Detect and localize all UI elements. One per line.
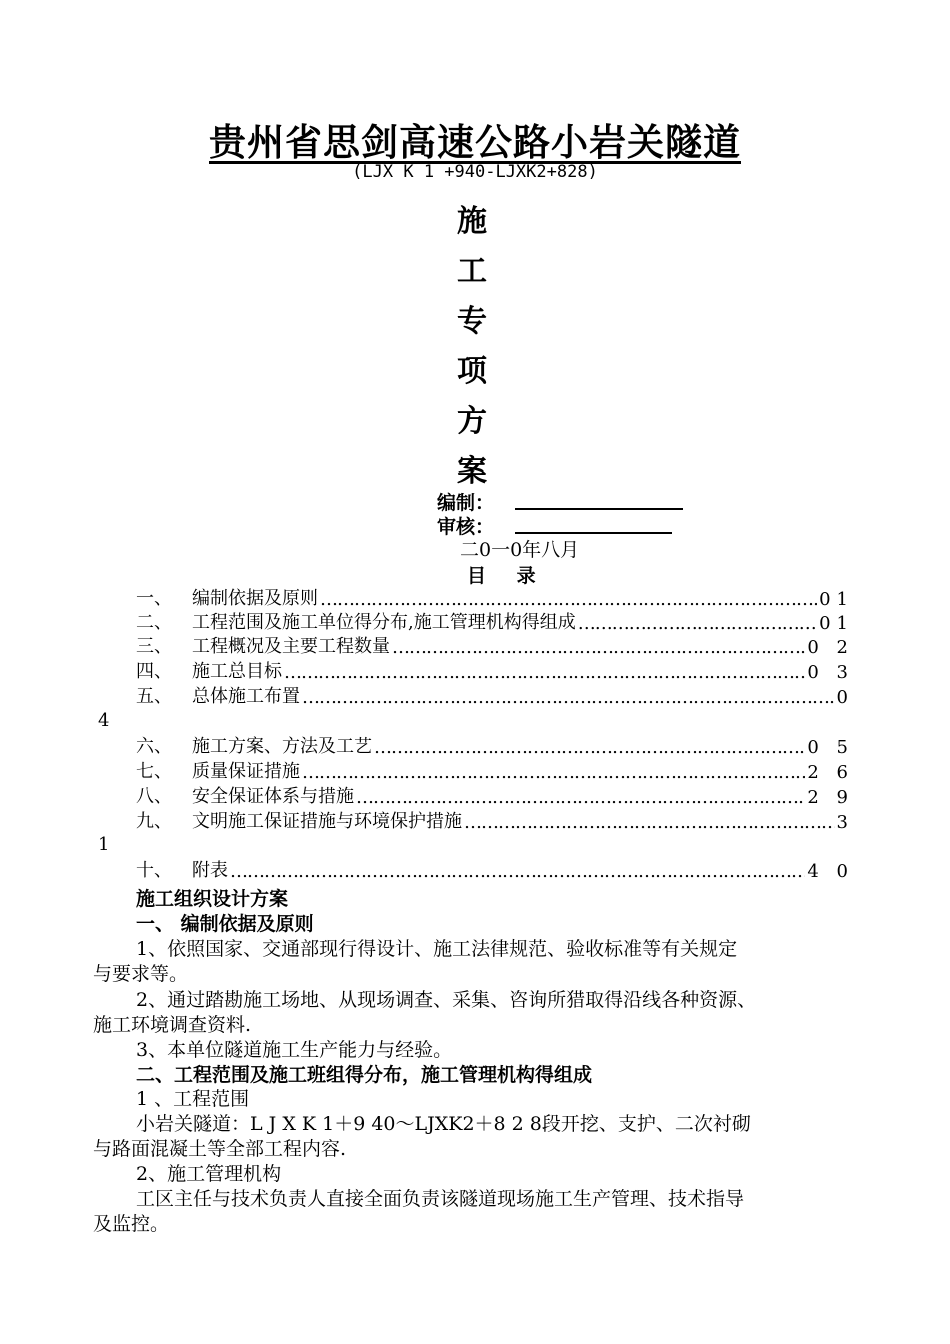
- toc-page-number: 0: [836, 687, 854, 708]
- toc-leader-dots: [578, 613, 817, 634]
- toc-row: [136, 784, 854, 808]
- toc-row: [136, 634, 854, 658]
- toc-page-number: 0 2: [807, 637, 854, 658]
- vertical-title-char: 案: [457, 454, 487, 489]
- vertical-title-char: 工: [457, 254, 487, 289]
- paragraph-line: 1、依照国家、交通部现行得设计、施工法律规范、验收标准等有关规定: [136, 938, 738, 960]
- paragraph-line: 3、本单位隧道施工生产能力与经验。: [136, 1039, 453, 1061]
- toc-entry-text: 文明施工保证措施与环境保护措施: [192, 811, 462, 832]
- toc-entry-text: 编制依据及原则: [192, 588, 318, 609]
- document-date: 二0一0年八月: [460, 539, 580, 561]
- reviewed-by-line: [515, 532, 672, 534]
- paragraph-line: 与要求等。: [93, 963, 189, 985]
- toc-number: 三、: [136, 636, 172, 657]
- toc-number: 一、: [136, 588, 172, 609]
- toc-number: 六、: [136, 736, 172, 757]
- toc-entry-text: 总体施工布置: [192, 686, 300, 707]
- toc-leader-dots: [302, 687, 835, 708]
- section-2-title: 二、工程范围及施工班组得分布，施工管理机构得组成: [136, 1064, 593, 1086]
- toc-number: 十、: [136, 860, 172, 881]
- compiled-by-label: 编制：: [437, 492, 495, 514]
- compiled-by-line: [515, 508, 683, 510]
- toc-row: [136, 734, 854, 758]
- reviewed-by-label: 审核：: [437, 516, 495, 538]
- toc-leader-dots: [356, 787, 805, 808]
- toc-row: [136, 858, 854, 882]
- toc-row: [136, 759, 854, 783]
- toc-number: 五、: [136, 686, 172, 707]
- toc-leader-dots: [320, 589, 817, 610]
- toc-entry-text: 施工方案、方法及工艺: [192, 736, 372, 757]
- paragraph-line: 施工环境调查资料.: [93, 1014, 252, 1036]
- toc-row: [136, 610, 854, 634]
- toc-row: [136, 586, 854, 610]
- toc-title: 目 录: [467, 565, 548, 587]
- toc-number: 四、: [136, 661, 172, 682]
- paragraph-line: 与路面混凝土等全部工程内容.: [93, 1138, 347, 1160]
- paragraph-line: 及监控。: [93, 1213, 170, 1235]
- toc-number: 九、: [136, 811, 172, 832]
- toc-row: [136, 659, 854, 683]
- toc-page-number: 01: [819, 613, 854, 634]
- toc-entry-text: 工程范围及施工单位得分布,施工管理机构得组成: [192, 612, 576, 633]
- toc-leader-dots: [374, 737, 805, 758]
- toc-entry-text: 施工总目标: [192, 661, 282, 682]
- document-subtitle: (LJX K 1 +940-LJXK2+828): [352, 162, 598, 182]
- toc-entry-text: 质量保证措施: [192, 761, 300, 782]
- subsection-title: 2、施工管理机构: [136, 1163, 282, 1185]
- subsection-title: 1 、工程范围: [136, 1088, 250, 1110]
- toc-leader-dots: [302, 762, 805, 783]
- toc-page-number: 2 9: [807, 787, 854, 808]
- toc-leader-dots: [464, 812, 835, 833]
- toc-entry-text: 安全保证体系与措施: [192, 786, 354, 807]
- toc-page-number: 0 5: [807, 737, 854, 758]
- toc-number: 七、: [136, 761, 172, 782]
- toc-leader-dots: [392, 637, 805, 658]
- vertical-title-char: 施: [457, 204, 487, 239]
- toc-number: 二、: [136, 612, 172, 633]
- paragraph-line: 工区主任与技术负责人直接全面负责该隧道现场施工生产管理、技术指导: [136, 1188, 745, 1210]
- toc-row: [136, 809, 854, 833]
- toc-entry-text: 工程概况及主要工程数量: [192, 636, 390, 657]
- body-heading: 施工组织设计方案: [136, 888, 289, 910]
- toc-page-number: 0 3: [807, 662, 854, 683]
- vertical-title-char: 方: [457, 404, 487, 439]
- toc-leader-dots: [230, 861, 805, 882]
- toc-page-number: 2 6: [807, 762, 854, 783]
- paragraph-line: 小岩关隧道：L J X K 1＋9 40～LJXK2＋8 2 8段开挖、支护、二次衬砌: [136, 1113, 751, 1135]
- toc-number: 八、: [136, 786, 172, 807]
- toc-entry-text: 附表: [192, 860, 228, 881]
- paragraph-line: 2、通过踏勘施工场地、从现场调查、采集、咨询所猎取得沿线各种资源、: [136, 989, 757, 1011]
- toc-page-number: 3: [836, 812, 854, 833]
- document-title: 贵州省思剑高速公路小岩关隧道: [209, 120, 741, 164]
- section-1-title: 一、 编制依据及原则: [136, 913, 314, 935]
- toc-row: [136, 684, 854, 708]
- toc-page-wrap: 4: [98, 710, 110, 731]
- toc-page-number: 01: [819, 589, 854, 610]
- toc-page-number: 4 0: [807, 861, 854, 882]
- vertical-title-char: 项: [457, 354, 487, 389]
- toc-leader-dots: [284, 662, 805, 683]
- vertical-title-char: 专: [457, 304, 487, 339]
- toc-page-wrap: 1: [98, 834, 110, 855]
